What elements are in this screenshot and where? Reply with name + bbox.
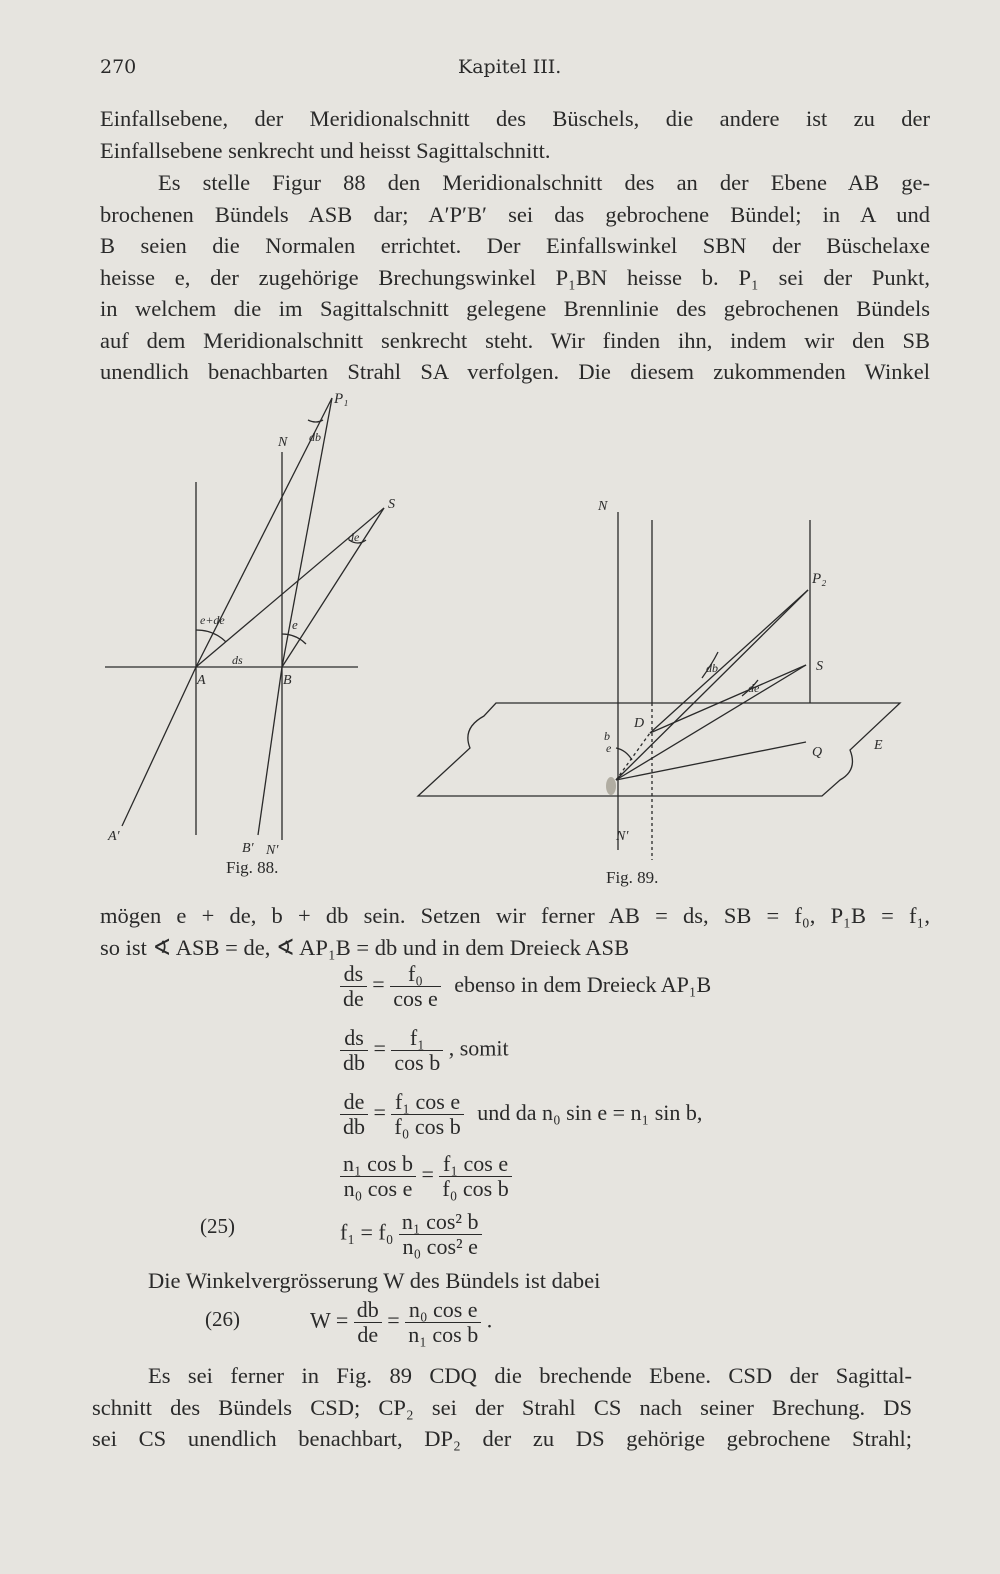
equals-sign: = [373,1099,386,1125]
text-line: B seien die Normalen errichtet. Der Einfallswinkel SBN der Büschelaxe [100,233,930,258]
label-b: b [604,729,610,743]
label-B-prime: B′ [242,841,254,856]
text-line: unendlich benachbarten Strahl SA verfolgen. Die diesem zukommenden Winkel [100,359,930,384]
text-line: Es stelle Figur 88 den Meridionalschnitt des an der Ebene AB ge- [158,170,930,195]
fraction [340,1152,416,1201]
equation-number-25: (25) [200,1214,235,1238]
text-line: brochenen Bündels ASB dar; A′P′B′ sei das gebrochene Bündel; in A und [100,201,930,227]
equation-lhs: W = [310,1307,349,1333]
denominator: cos e [393,986,438,1011]
denominator: n₀ cos e [343,1176,413,1201]
equation-2 [340,1026,509,1075]
paragraph-1 [100,103,930,166]
label-N-prime: N′ [266,843,279,858]
equals-sign: = [421,1161,434,1187]
text-line: Die Winkelvergrösserung W des Bündels ist dabei [148,1268,601,1293]
denominator: de [343,986,364,1011]
numerator: ds [340,962,367,987]
ray-A-prime [122,667,196,826]
fraction [340,1090,368,1139]
equals-sign: = [373,1035,386,1061]
label-e: e [606,741,612,755]
fraction [340,1026,368,1075]
equation-number-26: (26) [205,1307,240,1331]
figure-88-caption: Fig. 88. [226,858,279,877]
paragraph-4 [92,1360,912,1455]
text-line: sei CS unendlich benachbart, DP₂ der zu DS gehörige gebrochene Strahl; [92,1426,912,1451]
fraction [340,962,367,1011]
label-P2: P₂ [812,571,827,587]
label-N: N [278,435,288,450]
label-N: N [598,499,608,514]
label-S: S [388,497,395,512]
denominator: cos b [394,1050,441,1075]
figure-88 [100,385,400,860]
label-A: A [197,673,206,688]
equation-text: , somit [448,1035,509,1061]
equation-text: und da n₀ sin e = n₁ sin b, [477,1099,703,1125]
text-line: so ist ∢ ASB = de, ∢ AP₁B = db und in dem Dreieck ASB [100,934,630,960]
numerator: n₁ cos² b [399,1210,482,1235]
numerator: f₁ cos e [439,1152,511,1177]
label-S: S [816,659,823,674]
label-db: db [706,661,718,675]
ray-DS [650,665,806,733]
label-N-prime: N′ [616,829,629,844]
denominator: f₀ cos b [442,1176,509,1201]
numerator: de [340,1090,368,1115]
point-C-mark [606,777,616,795]
denominator: de [357,1322,379,1347]
numerator: f₀ [390,962,441,987]
text-line: Es sei ferner in Fig. 89 CDQ die brechende Ebene. CSD der Sagittal- [148,1363,912,1388]
sentence-winkelvergroesserung [100,1265,748,1297]
figure-89-caption: Fig. 89. [606,868,659,887]
line-CD [616,733,650,780]
text-line: schnitt des Bündels CSD; CP₂ sei der Strahl CS nach seiner Brechung. DS [92,1394,912,1420]
label-de: de [348,530,360,544]
paragraph-3 [100,900,930,963]
ray-B-prime [258,667,282,835]
figure-89 [410,490,910,860]
fraction [354,1298,382,1347]
equals-sign: = [387,1307,400,1333]
equation-lhs: f₁ = f₀ [340,1219,394,1245]
label-A-prime: A′ [108,829,120,844]
fraction [390,962,441,1011]
fraction [391,1090,463,1139]
denominator: n₁ cos b [408,1322,479,1347]
label-D: D [634,716,645,731]
equation-3 [340,1090,702,1139]
label-P1: P₁ [334,391,349,407]
numerator: db [354,1298,382,1323]
label-ds: ds [232,653,243,667]
denominator: db [343,1050,365,1075]
denominator: db [343,1114,365,1139]
label-Q: Q [812,745,823,760]
text-line: auf dem Meridionalschnitt senkrecht steht. Wir finden ihn, indem wir den SB [100,327,930,353]
label-e-plus-de: e+de [200,613,225,627]
ray-P1B [282,398,332,667]
denominator: n₀ cos² e [402,1234,478,1259]
equation-4 [340,1152,512,1201]
ray-CP2 [616,590,808,780]
denominator: f₀ cos b [394,1114,461,1139]
equation-1 [340,962,711,1011]
numerator: n₁ cos b [340,1152,416,1177]
text-line: heisse e, der zugehörige Brechungswinkel P₁BN heisse b. P₁ sei der Punkt, [100,264,930,290]
page-number: 270 [100,56,137,78]
fraction [439,1152,511,1201]
equation-25 [340,1210,482,1259]
paragraph-2 [100,167,930,388]
label-B: B [283,673,292,688]
equation-text: ebenso in dem Dreieck AP₁B [454,971,712,997]
equals-sign: = [372,971,385,997]
text-line: in welchem die im Sagittalschnitt gelegene Brennlinie des gebrochenen Bündels [100,296,930,321]
equation-26 [310,1298,492,1347]
line-CQ [616,742,806,780]
text-line: mögen e + de, b + db sein. Setzen wir ferner AB = ds, SB = f₀, P₁B = f₁, [100,903,930,928]
text-line: Einfallsebene senkrecht und heisst Sagittalschnitt. [100,137,551,163]
numerator: f₁ cos e [391,1090,463,1115]
fraction [399,1210,482,1259]
label-E: E [874,738,883,753]
text-line: Einfallsebene, der Meridionalschnitt des Büschels, die andere ist zu der [100,106,930,131]
numerator: n₀ cos e [405,1298,481,1323]
running-head: Kapitel III. [458,56,562,78]
numerator: ds [340,1026,368,1051]
label-e: e [292,617,298,632]
label-db: db [309,430,321,444]
refracting-plane [418,703,900,796]
label-de: de [748,681,760,695]
fraction [405,1298,481,1347]
fraction [391,1026,443,1075]
numerator: f₁ [391,1026,443,1051]
ray-CS [616,665,806,780]
equation-text: . [486,1307,493,1333]
